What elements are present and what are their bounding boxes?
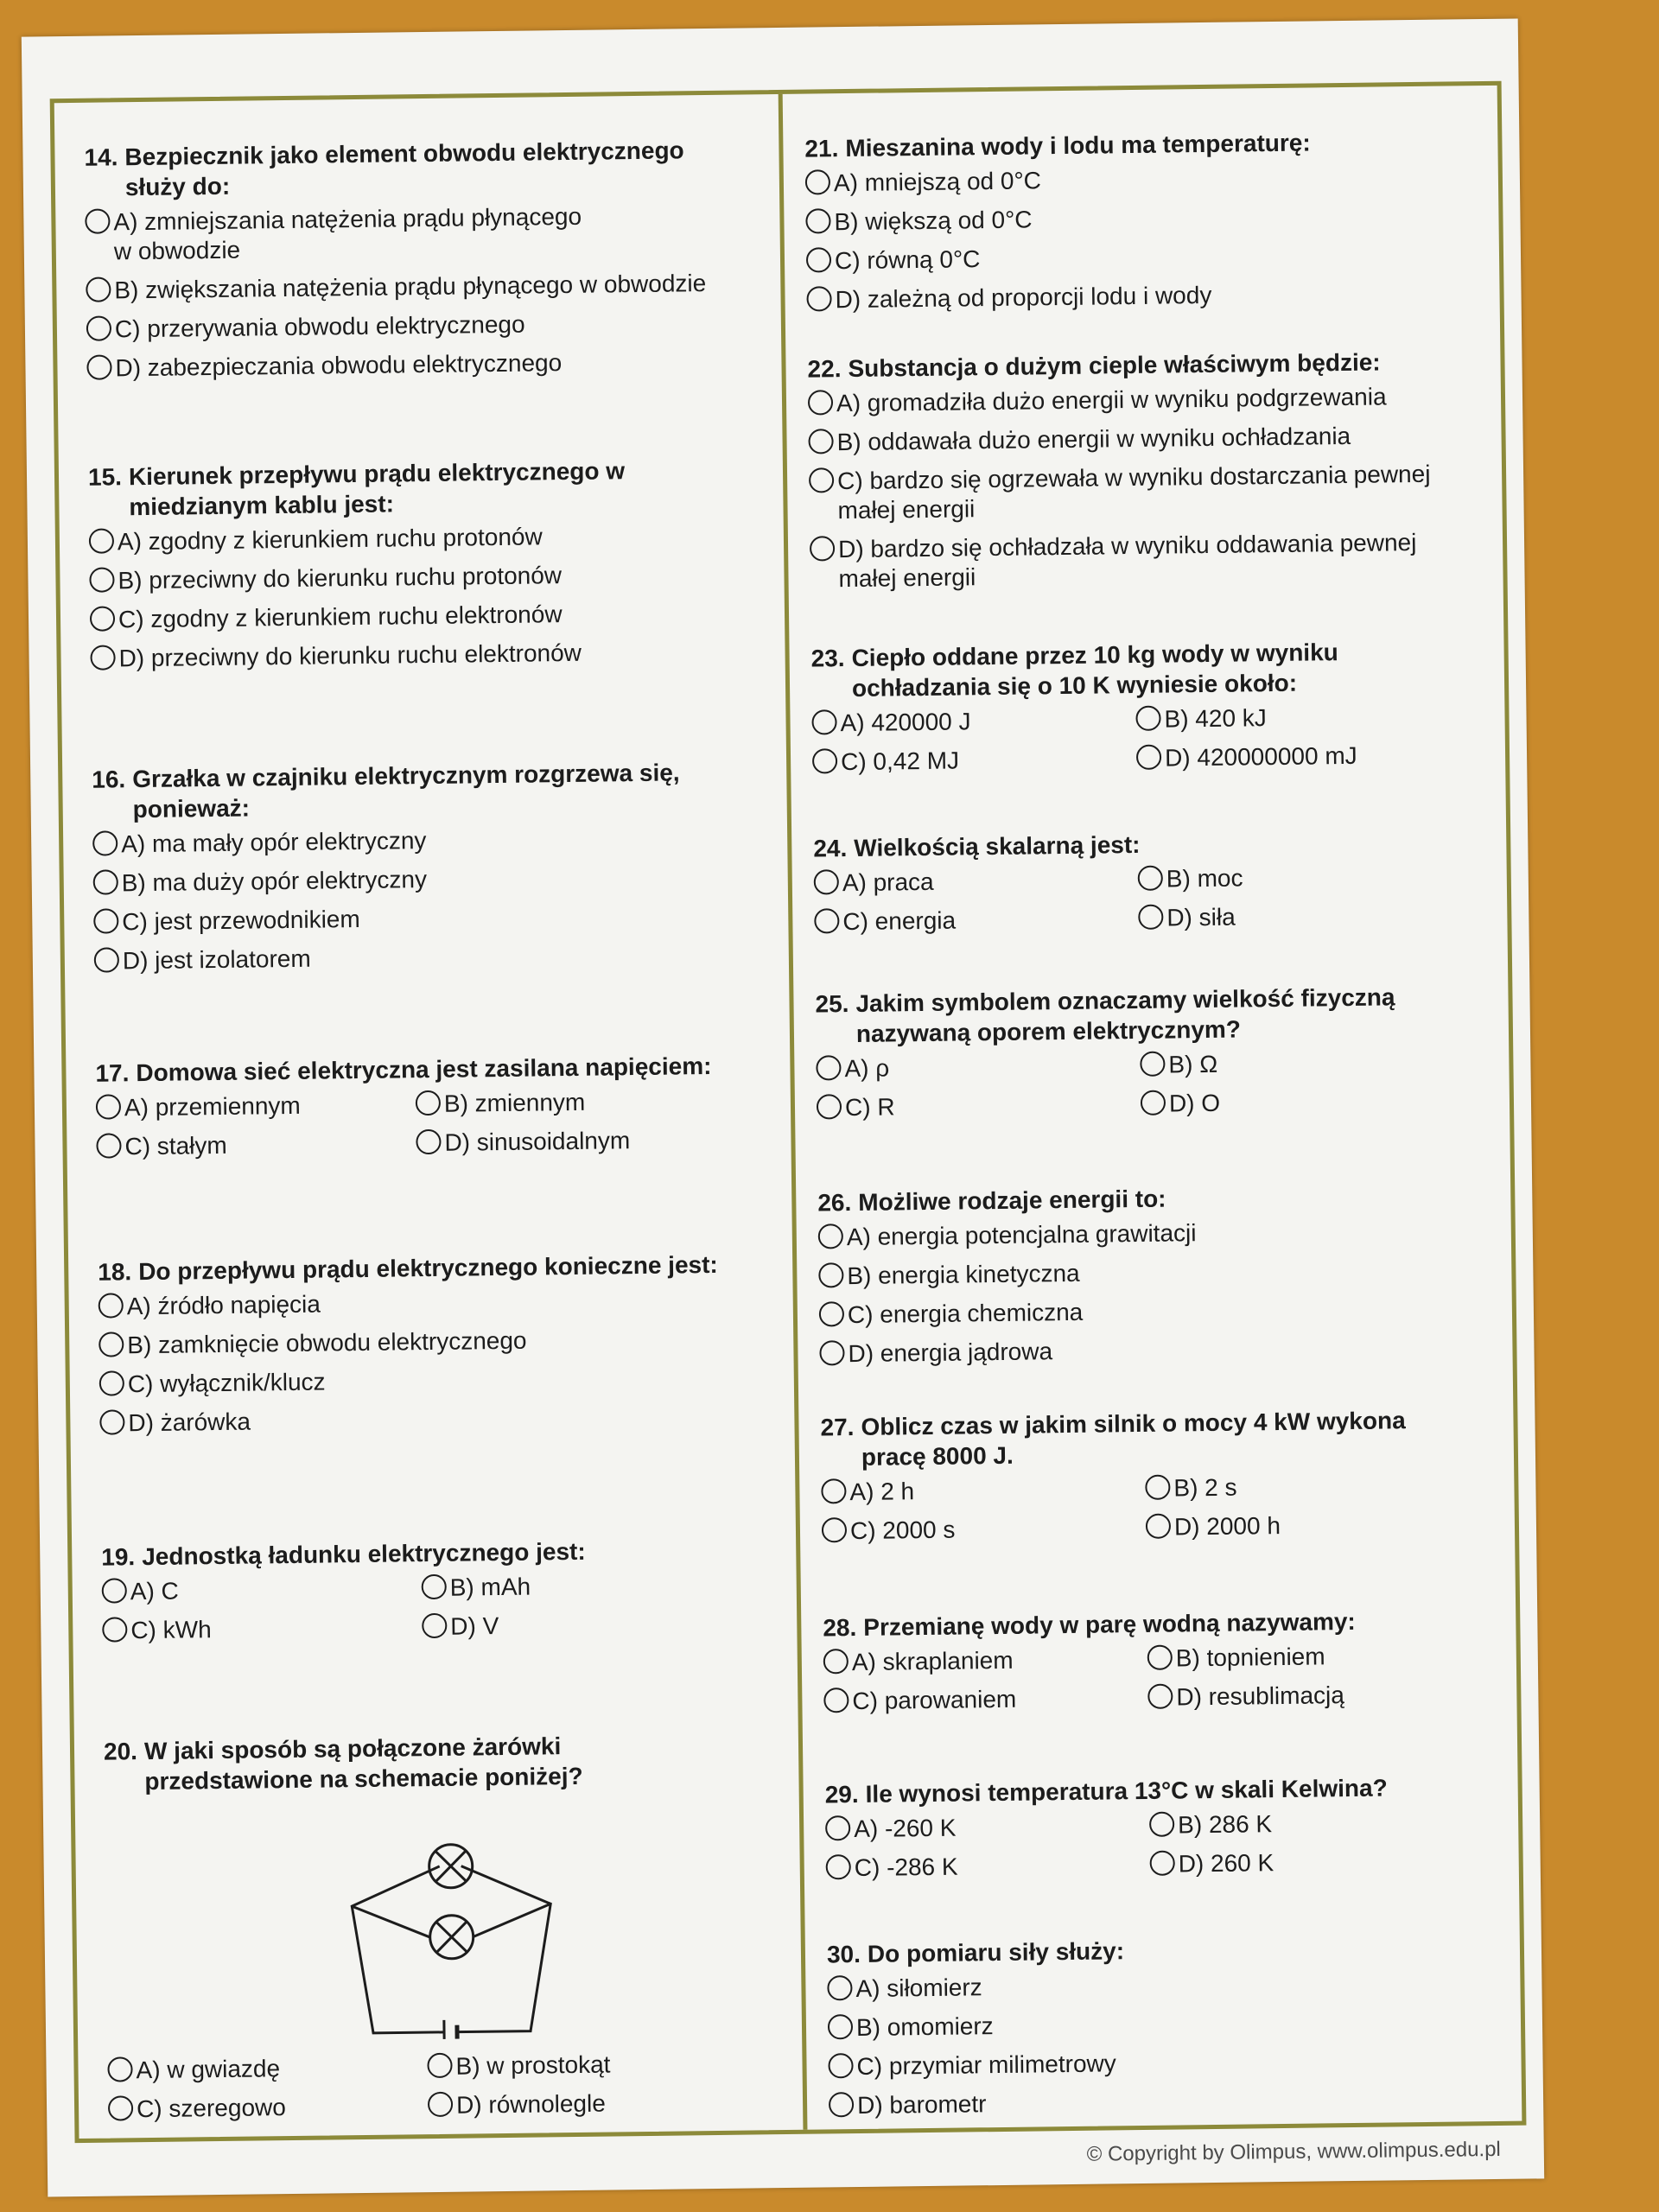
radio-circle-icon[interactable] [1140, 1052, 1165, 1077]
question-text: W jaki sposób są połączone żarówki przedstawione na schemacie poniżej? [143, 1732, 583, 1796]
question-23 [810, 635, 1495, 787]
radio-circle-icon[interactable] [89, 567, 114, 592]
question-16 [92, 756, 768, 986]
radio-circle-icon[interactable] [1136, 745, 1161, 770]
radio-circle-icon[interactable] [805, 208, 830, 233]
question-15 [88, 454, 765, 683]
answer-option-d[interactable]: D) przeciwny do kierunku ruchu elektronów [90, 636, 764, 674]
answer-option-a[interactable]: A) mniejszą od 0°C [805, 161, 1488, 199]
answer-option-b[interactable]: B) topnieniem [1147, 1640, 1471, 1674]
question-text: Kierunek przepływu prądu elektrycznego w miedzianym kablu jest: [128, 457, 626, 521]
question-number: 24. [813, 835, 848, 862]
radio-circle-icon[interactable] [89, 528, 114, 553]
radio-circle-icon[interactable] [1135, 706, 1160, 731]
question-text: Domowa sieć elektryczna jest zasilana napięciem: [136, 1052, 712, 1087]
radio-circle-icon[interactable] [828, 2014, 853, 2039]
answer-option-a[interactable]: A) 2 h [821, 1474, 1145, 1508]
answer-option-b[interactable]: B) mAh [422, 1570, 741, 1604]
circuit-wire-left [352, 1866, 444, 2033]
question-number: 22. [807, 355, 842, 383]
answer-option-b[interactable]: B) zwiększania natężenia prądu płynącego w obwodzie [86, 268, 760, 306]
radio-circle-icon[interactable] [99, 1332, 124, 1357]
question-25 [815, 981, 1499, 1133]
circuit-wire-lower-right [473, 1904, 550, 1936]
answer-option-c[interactable]: C) przymiar milimetrowy [828, 2044, 1510, 2082]
question-27 [820, 1404, 1504, 1556]
answer-option-a[interactable]: A) skraplaniem [823, 1644, 1147, 1678]
radio-circle-icon[interactable] [818, 1224, 843, 1249]
answer-option-a[interactable]: A) 420000 J [811, 705, 1135, 739]
radio-circle-icon[interactable] [823, 1649, 849, 1674]
question-number: 17. [95, 1059, 130, 1087]
bulb-icon [429, 1915, 474, 1959]
answer-option-b[interactable]: B) 2 s [1145, 1470, 1469, 1503]
answer-option-d[interactable]: D) 2000 h [1146, 1509, 1470, 1542]
answer-option-c[interactable]: C) energia [814, 904, 1138, 938]
radio-circle-icon[interactable] [1138, 905, 1163, 930]
answer-option-d[interactable]: D) siła [1138, 899, 1462, 933]
answer-option-d[interactable]: D) 260 K [1150, 1846, 1474, 1879]
radio-circle-icon[interactable] [94, 947, 119, 972]
radio-circle-icon[interactable] [808, 429, 833, 454]
radio-circle-icon[interactable] [1145, 1475, 1170, 1500]
answer-option-d[interactable]: D) żarówka [99, 1401, 773, 1439]
answer-option-b[interactable]: B) w prostokąt [427, 2049, 747, 2082]
question-number: 25. [815, 990, 849, 1018]
question-22 [807, 346, 1492, 604]
answer-option-b[interactable]: B) energia kinetyczna [818, 1254, 1501, 1292]
answer-option-b[interactable]: B) zmiennym [416, 1086, 735, 1120]
answer-option-a[interactable]: A) C [102, 1573, 422, 1607]
radio-circle-icon[interactable] [86, 315, 111, 340]
question-number: 20. [103, 1738, 138, 1765]
radio-circle-icon[interactable] [99, 1293, 124, 1318]
radio-circle-icon[interactable] [822, 1517, 847, 1542]
question-30 [827, 1931, 1512, 2131]
answer-option-b[interactable]: B) ma duży opór elektryczny [93, 861, 767, 899]
answer-option-c[interactable]: C) jest przewodnikiem [93, 899, 767, 938]
answer-option-a[interactable]: A) gromadziła dużo energii w wyniku podgrzewania [808, 381, 1491, 419]
question-21 [804, 125, 1490, 325]
question-number: 29. [824, 1780, 859, 1808]
radio-circle-icon[interactable] [93, 908, 118, 933]
answer-option-d[interactable]: D) energia jądrowa [819, 1332, 1502, 1370]
radio-circle-icon[interactable] [99, 1370, 124, 1395]
question-number: 28. [823, 1614, 857, 1642]
question-number: 18. [98, 1258, 132, 1286]
radio-circle-icon[interactable] [809, 467, 834, 493]
column-divider [779, 94, 808, 2130]
question-number: 30. [826, 1940, 861, 1968]
radio-circle-icon[interactable] [90, 645, 115, 670]
radio-circle-icon[interactable] [86, 276, 111, 302]
answer-option-b[interactable]: B) przeciwny do kierunku ruchu protonów [89, 558, 763, 596]
question-text: Mieszanina wody i lodu ma temperaturę: [845, 129, 1311, 162]
question-number: 16. [92, 766, 126, 793]
question-text: Ciepło oddane przez 10 kg wody w wyniku ochładzania się o 10 K wyniesie około: [851, 639, 1338, 702]
answer-option-c[interactable]: C) 2000 s [822, 1513, 1146, 1547]
question-text: Wielkością skalarną jest: [854, 830, 1141, 861]
answer-option-a[interactable]: A) źródło napięcia [99, 1284, 772, 1322]
question-text: Przemianę wody w parę wodną nazywamy: [863, 1607, 1356, 1641]
worksheet-page [22, 19, 1544, 2197]
answer-option-c[interactable]: C) równą 0°C [806, 238, 1489, 276]
answer-option-b[interactable]: B) 286 K [1149, 1807, 1473, 1840]
right-column [804, 125, 1487, 2120]
radio-circle-icon[interactable] [806, 286, 831, 311]
question-20 [104, 1728, 783, 2133]
radio-circle-icon[interactable] [814, 908, 839, 933]
answer-option-c[interactable]: C) parowaniem [823, 1683, 1147, 1717]
question-text: Ile wynosi temperatura 13°C w skali Kelwina? [865, 1774, 1388, 1808]
question-number: 27. [820, 1414, 855, 1441]
circuit-wire-lower-left [352, 1905, 429, 1938]
question-text: Jakim symbolem oznaczamy wielkość fizyczną nazywaną oporem elektrycznym? [855, 983, 1395, 1047]
radio-circle-icon[interactable] [828, 2053, 853, 2078]
question-19 [101, 1534, 777, 1656]
radio-circle-icon[interactable] [90, 606, 115, 631]
radio-circle-icon[interactable] [1141, 1090, 1166, 1116]
question-29 [825, 1771, 1510, 1893]
radio-circle-icon[interactable] [811, 709, 836, 734]
question-text: Substancja o dużym cieple właściwym będzie: [848, 348, 1381, 383]
answer-option-d[interactable]: D) 420000000 mJ [1136, 740, 1460, 773]
radio-circle-icon[interactable] [821, 1478, 846, 1503]
radio-circle-icon[interactable] [819, 1301, 844, 1326]
answer-option-d[interactable]: D) O [1141, 1085, 1465, 1119]
circuit-diagram [346, 1830, 556, 2040]
answer-option-c[interactable]: C) szeregowo [108, 2091, 428, 2125]
question-28 [823, 1605, 1507, 1726]
radio-circle-icon[interactable] [819, 1340, 844, 1365]
radio-circle-icon[interactable] [829, 2092, 854, 2117]
radio-circle-icon[interactable] [805, 169, 830, 194]
answer-option-c[interactable]: C) bardzo się ogrzewała w wyniku dostarczania pewnej małej energii [809, 459, 1492, 526]
answer-option-b[interactable]: B) Ω [1140, 1046, 1464, 1080]
question-number: 21. [804, 135, 839, 162]
answer-option-c[interactable]: C) 0,42 MJ [812, 744, 1136, 778]
radio-circle-icon[interactable] [806, 247, 831, 272]
question-text: Jednostką ładunku elektrycznego jest: [142, 1537, 586, 1571]
radio-circle-icon[interactable] [823, 1688, 849, 1713]
radio-circle-icon[interactable] [108, 2095, 133, 2120]
question-18 [98, 1249, 774, 1448]
answer-option-c[interactable]: C) przerywania obwodu elektrycznego [86, 307, 760, 345]
radio-circle-icon[interactable] [85, 208, 110, 233]
radio-circle-icon[interactable] [86, 354, 111, 379]
question-number: 15. [87, 463, 123, 491]
radio-circle-icon[interactable] [826, 1854, 851, 1879]
radio-circle-icon[interactable] [1150, 1851, 1175, 1876]
answer-option-c[interactable]: C) zgodny z kierunkiem ruchu elektronów [90, 597, 764, 635]
answer-option-d[interactable]: D) zabezpieczania obwodu elektrycznego [86, 346, 760, 384]
question-17 [95, 1050, 771, 1172]
answer-option-d[interactable]: D) bardzo się ochładzała w wyniku oddawania pewnej małej energii [810, 527, 1493, 594]
answer-option-a[interactable]: A) praca [814, 865, 1138, 899]
radio-circle-icon[interactable] [1147, 1684, 1173, 1709]
answer-option-b[interactable]: B) większą od 0°C [805, 200, 1488, 238]
answer-option-b[interactable]: B) 420 kJ [1135, 701, 1459, 734]
answer-option-c[interactable]: C) kWh [102, 1612, 422, 1646]
left-column [84, 134, 758, 2123]
question-text: Możliwe rodzaje energii to: [858, 1185, 1166, 1216]
question-number: 23. [810, 645, 845, 672]
radio-circle-icon[interactable] [1149, 1812, 1174, 1837]
answer-option-a[interactable]: A) ma mały opór elektryczny [92, 822, 766, 860]
answer-option-a[interactable]: A) energia potencjalna grawitacji [818, 1215, 1501, 1253]
radio-circle-icon[interactable] [92, 830, 118, 855]
answer-option-c[interactable]: C) stałym [96, 1128, 416, 1162]
answer-option-a[interactable]: A) zmniejszania natężenia prądu płynącego w obwodzie [85, 200, 760, 267]
radio-circle-icon[interactable] [825, 1815, 850, 1840]
question-text: Grzałka w czajniku elektrycznym rozgrzewa się, ponieważ: [132, 759, 680, 823]
answer-option-a[interactable]: A) zgodny z kierunkiem ruchu protonów [89, 519, 763, 557]
answer-option-c[interactable]: C) -286 K [826, 1850, 1150, 1884]
answer-option-a[interactable]: A) ρ [816, 1051, 1140, 1084]
answer-option-d[interactable]: D) zależną od proporcji lodu i wody [806, 277, 1489, 315]
radio-circle-icon[interactable] [814, 869, 839, 894]
radio-circle-icon[interactable] [817, 1094, 842, 1119]
radio-circle-icon[interactable] [96, 1133, 121, 1158]
answer-option-a[interactable]: A) siłomierz [827, 1967, 1510, 2005]
radio-circle-icon[interactable] [416, 1090, 441, 1116]
answer-option-b[interactable]: B) oddawała dużo energii w wyniku ochładzania [808, 420, 1491, 458]
answer-option-b[interactable]: B) omomierz [828, 2005, 1510, 2044]
answer-option-a[interactable]: A) w gwiazdę [107, 2052, 427, 2086]
question-text: Do pomiaru siły służy: [867, 1937, 1125, 1967]
answer-option-d[interactable]: D) jest izolatorem [94, 938, 768, 976]
question-text: Bezpiecznik jako element obwodu elektrycznego służy do: [124, 137, 684, 201]
question-text: Do przepływu prądu elektrycznego konieczne jest: [138, 1250, 718, 1286]
radio-circle-icon[interactable] [102, 1617, 127, 1642]
answer-option-d[interactable]: D) sinusoidalnym [416, 1125, 735, 1159]
question-number: 19. [101, 1543, 136, 1571]
radio-circle-icon[interactable] [1146, 1514, 1171, 1539]
radio-circle-icon[interactable] [422, 1574, 447, 1599]
answer-option-b[interactable]: B) moc [1138, 861, 1462, 894]
question-14 [84, 134, 760, 393]
answer-option-d[interactable]: D) równolegle [428, 2088, 747, 2121]
answer-option-c[interactable]: C) wyłącznik/klucz [99, 1362, 773, 1400]
answer-option-d[interactable]: D) V [422, 1609, 741, 1643]
answer-option-a[interactable]: A) -260 K [825, 1811, 1149, 1845]
radio-circle-icon[interactable] [422, 1613, 447, 1638]
radio-circle-icon[interactable] [427, 2053, 452, 2078]
radio-circle-icon[interactable] [816, 1055, 841, 1080]
answer-option-a[interactable]: A) przemiennym [96, 1090, 416, 1123]
radio-circle-icon[interactable] [93, 869, 118, 894]
radio-circle-icon[interactable] [102, 1578, 127, 1603]
radio-circle-icon[interactable] [1147, 1645, 1173, 1670]
answer-option-c[interactable]: C) R [817, 1090, 1141, 1123]
question-number: 14. [84, 143, 118, 171]
copyright-footer: © Copyright by Olimpus, www.olimpus.edu.pl [1086, 2137, 1501, 2166]
radio-circle-icon[interactable] [107, 2056, 132, 2082]
radio-circle-icon[interactable] [416, 1129, 441, 1154]
radio-circle-icon[interactable] [96, 1094, 121, 1119]
question-26 [817, 1179, 1503, 1379]
radio-circle-icon[interactable] [428, 2092, 453, 2117]
answer-option-d[interactable]: D) resublimacją [1147, 1679, 1471, 1713]
answer-option-d[interactable]: D) barometr [829, 2083, 1511, 2121]
answer-option-b[interactable]: B) zamknięcie obwodu elektrycznego [99, 1323, 772, 1361]
question-text: Oblicz czas w jakim silnik o mocy 4 kW wykona pracę 8000 J. [861, 1407, 1406, 1471]
radio-circle-icon[interactable] [1138, 866, 1163, 891]
question-24 [813, 825, 1497, 947]
radio-circle-icon[interactable] [808, 390, 833, 415]
radio-circle-icon[interactable] [812, 748, 837, 773]
question-number: 26. [817, 1189, 852, 1217]
radio-circle-icon[interactable] [827, 1975, 852, 2000]
battery-icon [444, 2020, 457, 2041]
bulb-icon [429, 1844, 473, 1888]
answer-option-c[interactable]: C) energia chemiczna [819, 1293, 1502, 1331]
radio-circle-icon[interactable] [818, 1262, 843, 1287]
radio-circle-icon[interactable] [99, 1409, 124, 1434]
page-frame [50, 81, 1527, 2143]
radio-circle-icon[interactable] [810, 536, 835, 561]
